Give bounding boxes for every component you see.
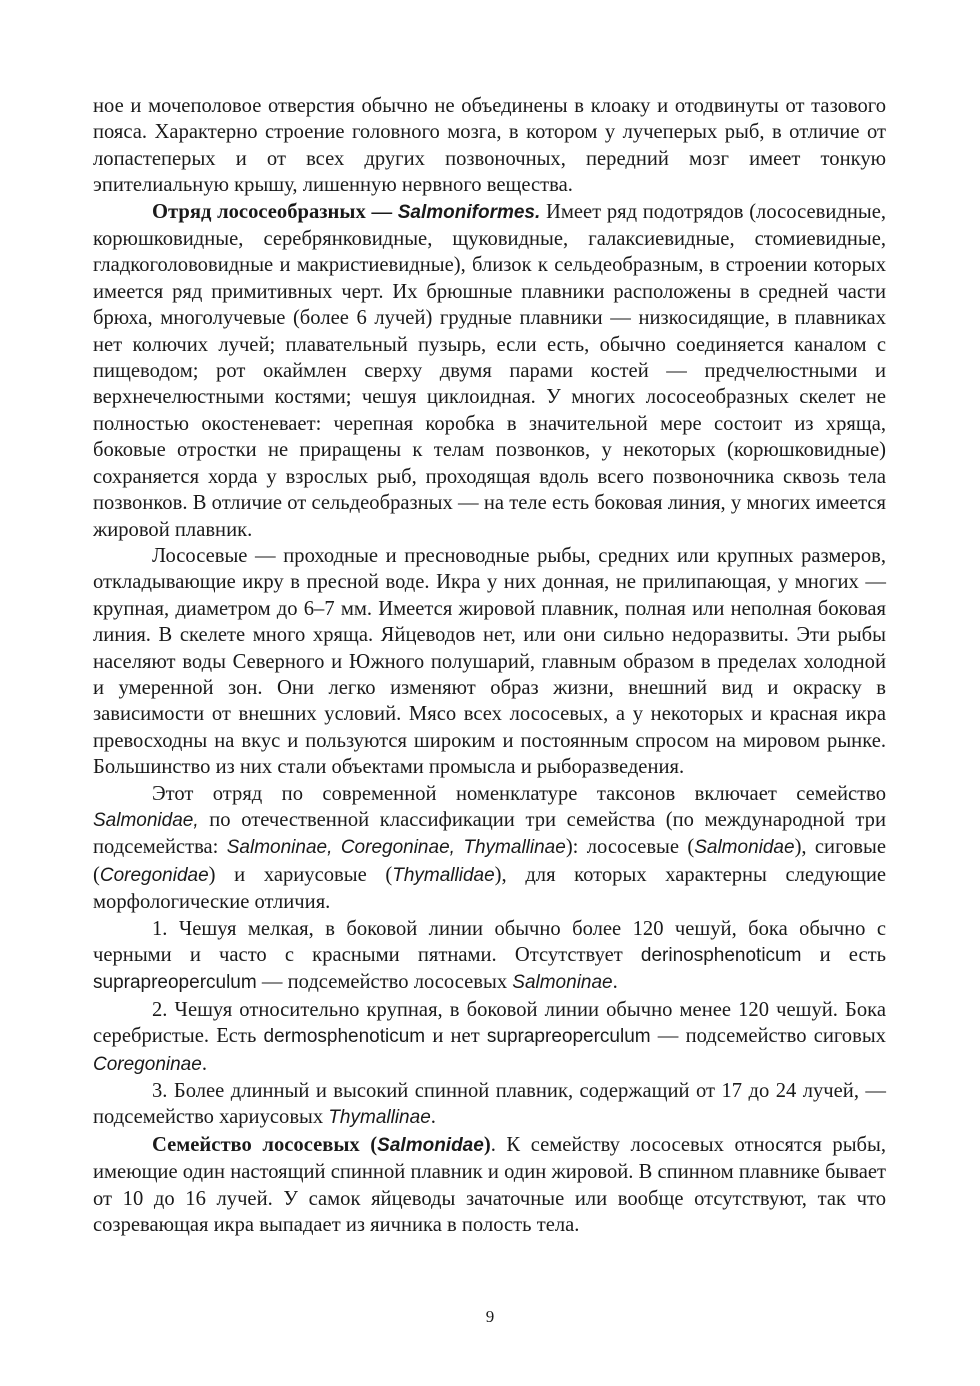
paragraph-1	[93, 93, 886, 199]
latin-coregoninae: Coregoninae	[93, 1053, 202, 1075]
latin-coregonidae: Coregonidae	[99, 864, 209, 886]
latin-subfamilies: Salmoninae, Coregoninae, Thymallinae	[226, 837, 566, 859]
latin-salmonidae: Salmonidae,	[93, 809, 199, 831]
paragraph-classification	[93, 781, 886, 916]
classification-text-4: ), сиговые (	[93, 836, 887, 886]
classification-text-5: ) и хариусовые (	[208, 863, 393, 886]
item-1-text-4: .	[612, 971, 618, 994]
latin-thymallinae: Thymallinae	[328, 1107, 431, 1129]
latin-thymallidae: Thymallidae	[392, 864, 495, 886]
family-description: . К семейству лососевых относятся рыбы, имеющие один настоящий спинной плавник и один жировой. В спинном плавнике бывает от 10 до 16 лучей. У самок яйцеводы зачаточные или вообще отсутствуют, так что созревающая икра выпадает из яичника в полость тела.	[93, 1133, 886, 1237]
order-latin-name: Salmoniformes.	[397, 201, 541, 223]
family-heading-end: )	[483, 1133, 491, 1156]
item-3-text-2: .	[430, 1106, 436, 1129]
page-text	[93, 93, 886, 1238]
list-item-2	[93, 997, 886, 1078]
paragraph-salmonids	[93, 543, 886, 781]
latin-salmoninae: Salmoninae	[512, 972, 613, 994]
classification-text-3: ): лососевые (	[565, 836, 695, 859]
page-number: 9	[485, 1307, 495, 1326]
item-2-text-1: 2. Чешуя относительно крупная, в боковой линии обычно менее 120 чешуй. Бока серебристые. Есть	[93, 998, 886, 1048]
item-2-text-4: .	[201, 1052, 207, 1075]
item-2-text-2: и нет	[425, 1025, 487, 1048]
item-1-text-1: 1. Чешуя мелкая, в боковой линии обычно более 120 чешуй, бока обычно с черными и часто с красными пятнами. Отсутствует	[93, 917, 886, 966]
term-suprapreoperculum: suprapreoperculum	[93, 972, 257, 994]
classification-text-1: Этот отряд по современной номенклатуре таксонов включает семейство	[152, 782, 886, 805]
paragraph-1-text: ное и мочеполовое отверстия обычно не объединены в клоаку и отодвинуты от тазового пояса. Характерно строение головного мозга, в котором у лучеперых рыб, в отличие от лопастеперых и от всех других позвоночных, передний мозг имеет тонкую эпителиальную крышу, лишенную нервного вещества.	[93, 95, 886, 197]
list-item-1	[93, 916, 886, 997]
family-heading: Семейство лососевых (	[152, 1133, 378, 1156]
term-derinosphenoticum: derinosphenoticum	[640, 945, 802, 966]
classification-text-6: ), для которых характерны следующие морфологические отличия.	[93, 863, 886, 914]
order-heading: Отряд лососеобразных —	[152, 200, 398, 223]
list-item-3	[93, 1078, 886, 1132]
order-description: Имеет ряд подотрядов (лососевидные, корюшковидные, серебрянковидные, щуковидные, галаксиевидные, стомиевидные, гладкоголововидные и макристиевидные), близок к сельдеобразным, в строении которых имеется ряд примитивных черт. Их брюшные плавники расположены в средней части брюха, многолучевые (более 6 лучей) грудные плавники — низкосидящие, в плавниках нет колючих лучей; плавательный пузырь, если есть, обычно соединяется каналом с пищеводом; рот окаймлен сверху двумя парами костей — предчелюстными и верхнечелюстными костями; чешуя циклоидная. У многих лососеобразных скелет не полностью окостеневает: черепная коробка в значительной мере состоит из хряща, боковые отростки не приращены к телам позвонков, у некоторых (корюшковидные) сохраняется хорда у взрослых рыб, проходящая вдоль всего позвоночника сквозь тела позвонков. В отличие от сельдеобразных — на теле есть боковая линия, у многих имеется жировой плавник.	[93, 200, 886, 541]
item-1-text-2: и есть	[801, 944, 886, 966]
term-suprapreoperculum-2: suprapreoperculum	[486, 1026, 651, 1048]
item-1-text-3: — подсемейство лососевых	[256, 971, 513, 994]
family-latin-name: Salmonidae	[377, 1134, 484, 1156]
paragraph-order-salmoniformes	[93, 199, 886, 543]
latin-salmonidae-2: Salmonidae	[694, 837, 795, 859]
classification-text-2: по отечественной классификации три семейства (по международной три подсемейства:	[93, 808, 886, 859]
salmonids-text: Лососевые — проходные и пресноводные рыбы, средних или крупных размеров, откладывающие икру в пресной воде. Икра у них донная, не прилипающая, у многих — крупная, диаметром до 6–7 мм. Имеется жировой плавник, полная или неполная боковая линия. В скелете много хряща. Яйцеводов нет, или они сильно недоразвиты. Эти рыбы населяют воды Северного и Южного полушарий, главным образом в пределах холодной и умеренной зон. Они легко изменяют образ жизни, внешний вид и окраску в зависимости от внешних условий. Мясо всех лососевых, а у некоторых и красная икра превосходны на вкус и пользуются широким и постоянным спросом на мировом рынке. Большинство из них стали объектами промысла и рыборазведения.	[93, 544, 886, 779]
paragraph-family-salmonidae	[93, 1132, 886, 1239]
item-2-text-3: — подсемейство сиговых	[650, 1025, 886, 1048]
term-dermosphenoticum: dermosphenoticum	[263, 1026, 426, 1048]
item-3-text-1: 3. Более длинный и высокий спинной плавник, содержащий от 17 до 24 лучей, — подсемейство хариусовых	[93, 1080, 886, 1129]
